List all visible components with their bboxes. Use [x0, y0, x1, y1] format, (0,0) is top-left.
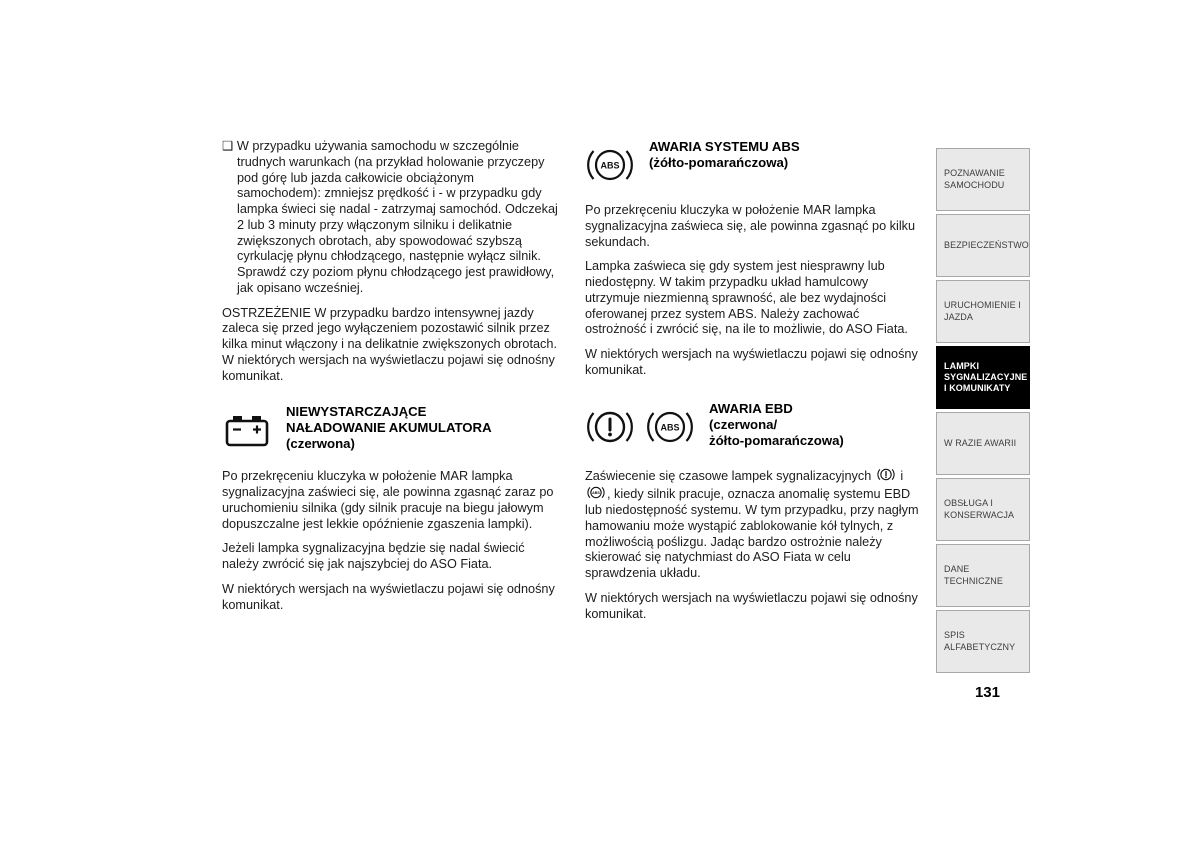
sidebar-tab-label: POZNAWANIE SAMOCHODU: [944, 168, 1005, 190]
section-abs-header: [585, 139, 921, 188]
paragraph-warning: OSTRZEŻENIE W przypadku bardzo intensywnej jazdy zaleca się przed jego wyłączeniem pozostawić silnik przez kilka minut włączony i na delikatnie zwiększonych obrotach. W niektórych wersjach na wyświetlaczu pojawi się odnośny komunikat.: [222, 305, 557, 383]
paragraph-text: Zaświecenie się czasowe lampek sygnalizacyjnych: [585, 468, 872, 483]
paragraph-text: , kiedy silnik pracuje, oznacza anomalię systemu EBD lub niedostępność systemu. W tym przypadku, przy nagłym hamowaniu może wystąpić zablokowanie kół tylnych, z możliwością poślizgu. Jadąc bardzo ostrożnie należy skierować się natychmiast do ASO Fiata w celu sprawdzenia układu.: [585, 487, 919, 580]
paragraph-abs-3: W niektórych wersjach na wyświetlaczu pojawi się odnośny komunikat.: [585, 347, 918, 377]
sidebar-tab-w-razie-awarii[interactable]: [936, 412, 1030, 475]
paragraph-ebd-2: W niektórych wersjach na wyświetlaczu pojawi się odnośny komunikat.: [585, 590, 918, 621]
paragraph-text: i: [900, 468, 904, 483]
section-ebd-header: [585, 401, 921, 450]
paragraph-abs-2: Lampka zaświeca się gdy system jest niesprawny lub niedostępny. W takim przypadku układ hamulcowy utrzymuje niezmienną sprawność, ale bez wydajności oferowanej przez system ABS. Należy zachować ostrożność i zwrócić się, na ile to możliwie, do ASO Fiata.: [585, 259, 908, 337]
title-line: (czerwona): [286, 436, 355, 452]
paragraph-battery-3: W niektórych wersjach na wyświetlaczu pojawi się odnośny komunikat.: [222, 581, 555, 612]
section-abs-title: [649, 139, 800, 171]
sidebar-tab-bezpieczenstwo[interactable]: [936, 214, 1030, 277]
sidebar-nav: [936, 148, 1030, 676]
paragraph-ebd-1: [585, 466, 921, 582]
paragraph-text: W przypadku używania samochodu w szczególnie trudnych warunkach (na przykład holowanie przyczepy pod górę lub jazda całkowicie obciążonym samochodem): zmniejsz prędkość i - w przypadku gdy lampka świeci się nadal - zatrzymaj samochód. Odczekaj 2 lub 3 minuty przy włączonym silniku i delikatnie zwiększonych obrotach, aby spowodować szybszą cyrkulację płynu chłodzącego, następnie wyłącz silnik. Sprawdź czy poziom płynu chłodzącego jest prawidłowy, jak opisano wcześniej.: [236, 139, 558, 295]
paragraph-driving-conditions: [222, 139, 558, 297]
paragraph-battery-1: Po przekręceniu kluczyka w położenie MAR lampka sygnalizacyjna zaświeci się, ale powinna zgasnąć zaraz po uruchomieniu silnika (gdy silnik pracuje na biegu jałowym dopuszczalne jest lekkie opóźnienie zgaszenia lampki).: [222, 469, 554, 531]
sidebar-tab-obsluga-i-konserwacja[interactable]: [936, 478, 1030, 541]
page-number: 131: [974, 684, 1000, 701]
sidebar-tab-spis-alfabetyczny[interactable]: [936, 610, 1030, 673]
square-bullet-icon: ❑: [222, 139, 234, 153]
title-line: AWARIA SYSTEMU ABS: [649, 139, 800, 154]
left-column: [222, 139, 558, 622]
sidebar-tab-dane-techniczne[interactable]: [936, 544, 1030, 607]
right-column: [585, 139, 921, 631]
sidebar-tab-label: SPIS ALFABETYCZNY: [944, 630, 1016, 652]
title-line: NIEWYSTARCZAJĄCE: [286, 404, 427, 420]
sidebar-tab-poznawanie-samochodu[interactable]: [936, 148, 1030, 211]
sidebar-tab-lampki-sygnalizacyjne[interactable]: [936, 346, 1030, 409]
paragraph-abs-1: Po przekręceniu kluczyka w położenie MAR lampka sygnalizacyjna zaświeca się, ale powinna zgasnąć po kilku sekundach.: [585, 203, 916, 249]
section-ebd-title: [709, 401, 844, 449]
title-line: żółto-pomarańczowa): [709, 432, 844, 448]
brake-warning-icon: [585, 404, 635, 450]
brake-warning-icon-small: [875, 466, 897, 483]
section-battery-title: [286, 404, 492, 452]
svg-text:ABS: ABS: [592, 491, 600, 496]
sidebar-tab-label: URUCHOMIENIE I JAZDA: [944, 300, 1021, 322]
sidebar-tab-label: BEZPIECZEŃSTWO: [944, 239, 1029, 250]
svg-text:ABS: ABS: [600, 160, 620, 171]
title-line: NAŁADOWANIE AKUMULATORA: [286, 420, 492, 436]
paragraph-battery-2: Jeżeli lampka sygnalizacyjna będzie się nadal świecić należy zwrócić się jak najszybciej do ASO Fiata.: [222, 541, 525, 571]
sidebar-tab-label: OBSŁUGA I KONSERWACJA: [944, 498, 1015, 520]
section-ebd-icons: [585, 401, 709, 450]
title-line: (żółto-pomarańczowa): [649, 155, 789, 171]
abs-warning-icon: [645, 404, 695, 450]
title-line: AWARIA EBD: [709, 400, 793, 416]
sidebar-tab-label: DANE TECHNICZNE: [944, 564, 1003, 586]
battery-warning-icon: [222, 407, 272, 453]
abs-warning-icon-small: [585, 484, 607, 501]
svg-text:ABS: ABS: [660, 422, 680, 432]
sidebar-tab-label: LAMPKI SYGNALIZACYJNE I KOMUNIKATY: [944, 360, 1028, 394]
section-battery-header: [222, 404, 558, 453]
sidebar-tab-uruchomienie-i-jazda[interactable]: [936, 280, 1030, 343]
sidebar-tab-label: W RAZIE AWARII: [944, 437, 1017, 448]
title-line: (czerwona/: [709, 416, 778, 432]
abs-warning-icon: [585, 142, 635, 188]
